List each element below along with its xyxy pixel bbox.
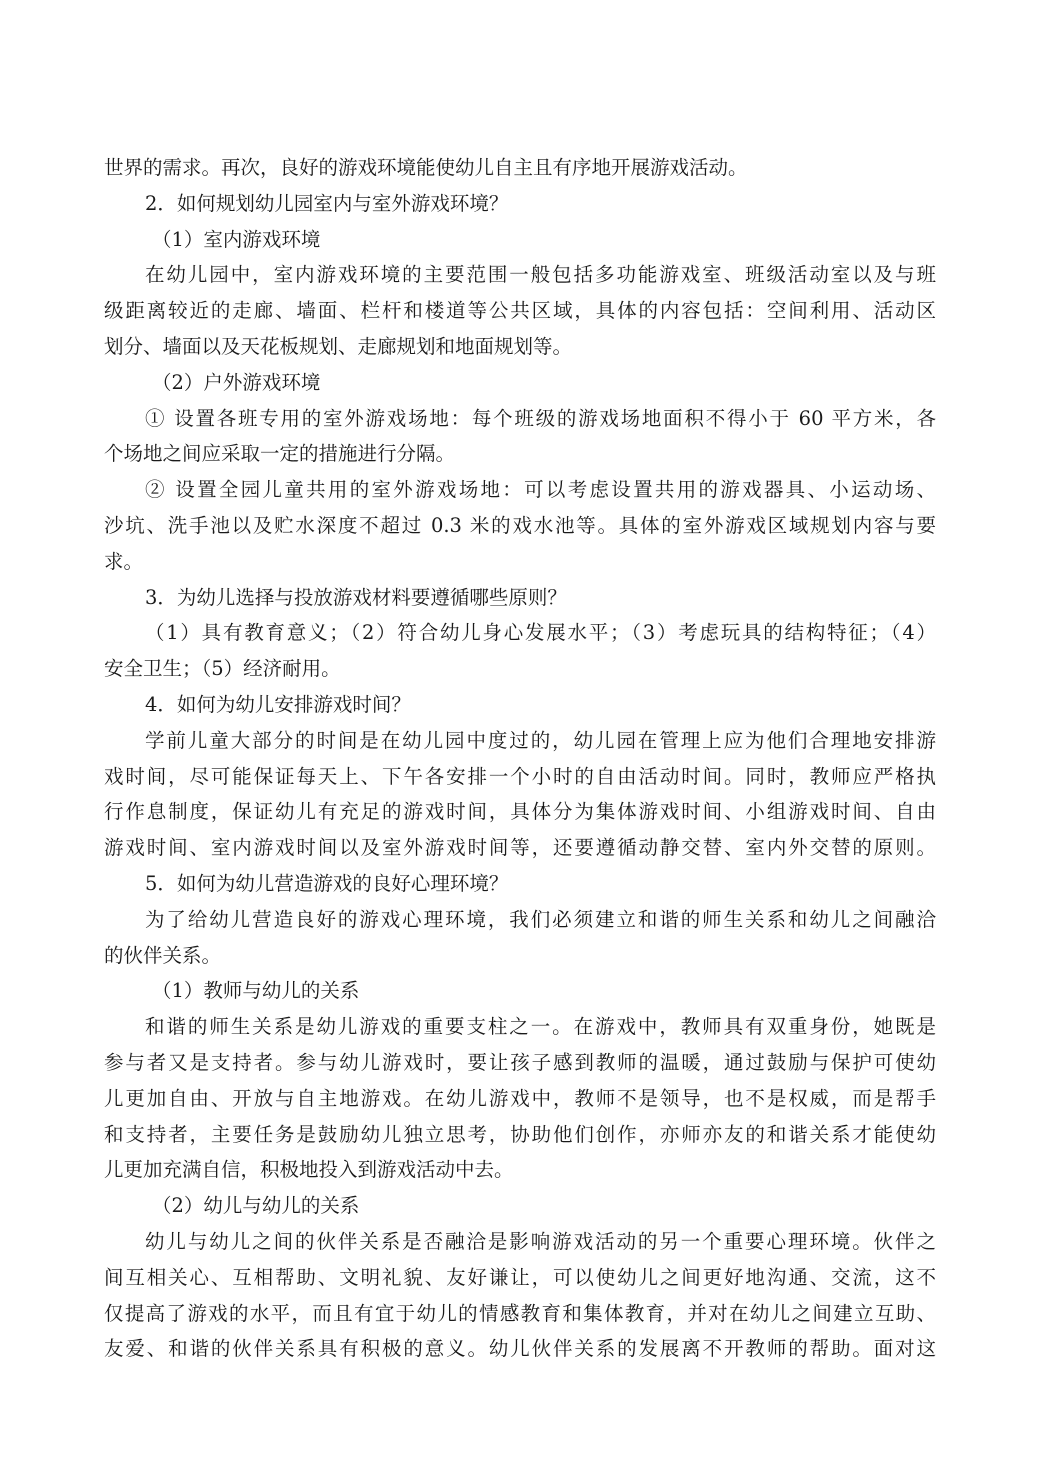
text-line: 儿更加自由、开放与自主地游戏。在幼儿游戏中，教师不是领导，也不是权威，而是帮手 [104,1086,936,1110]
text-line: 级距离较近的走廊、墙面、栏杆和楼道等公共区域，具体的内容包括：空间利用、活动区 [104,299,936,323]
text-line: 安全卫生；（5）经济耐用。 [104,657,341,681]
text-line: 划分、墙面以及天花板规划、走廊规划和地面规划等。 [104,334,573,358]
text-line: （2）幼儿与幼儿的关系 [152,1194,360,1218]
text-line: 个场地之间应采取一定的措施进行分隔。 [104,442,456,466]
text-line: 3．为幼儿选择与投放游戏材料要遵循哪些原则？ [145,585,567,609]
text-line: 间互相关心、互相帮助、文明礼貌、友好谦让，可以使幼儿之间更好地沟通、交流，这不 [104,1265,936,1289]
text-line: 和谐的师生关系是幼儿游戏的重要支柱之一。在游戏中，教师具有双重身份，她既是 [145,1015,936,1039]
text-line: 为了给幼儿营造良好的游戏心理环境，我们必须建立和谐的师生关系和幼儿之间融洽 [145,907,936,931]
text-line: （2）户外游戏环境 [152,370,321,394]
text-line: 2．如何规划幼儿园室内与室外游戏环境？ [145,191,509,215]
text-line: （1）教师与幼儿的关系 [152,979,360,1003]
text-line: 的伙伴关系。 [104,943,222,967]
text-line: 沙坑、洗手池以及贮水深度不超过 0.3 米的戏水池等。具体的室外游戏区域规划内容与要 [104,513,936,537]
text-line: 求。 [104,549,144,573]
text-line: 戏时间，尽可能保证每天上、下午各安排一个小时的自由活动时间。同时，教师应严格执 [104,764,936,788]
text-line: 学前儿童大部分的时间是在幼儿园中度过的，幼儿园在管理上应为他们合理地安排游 [145,728,936,752]
text-line: 参与者又是支持者。参与幼儿游戏时，要让孩子感到教师的温暖，通过鼓励与保护可使幼 [104,1050,936,1074]
text-line: 4．如何为幼儿安排游戏时间？ [145,692,411,716]
text-line: 儿更加充满自信，积极地投入到游戏活动中去。 [104,1158,514,1182]
text-line: （1）具有教育意义；（2）符合幼儿身心发展水平；（3）考虑玩具的结构特征；（4） [145,621,936,645]
text-line: 5．如何为幼儿营造游戏的良好心理环境？ [145,871,509,895]
text-line: 世界的需求。再次，良好的游戏环境能使幼儿自主且有序地开展游戏活动。 [104,156,748,179]
text-line: 友爱、和谐的伙伴关系具有积极的意义。幼儿伙伴关系的发展离不开教师的帮助。面对这 [104,1337,936,1361]
text-line: 和支持者，主要任务是鼓励幼儿独立思考，协助他们创作，亦师亦友的和谐关系才能使幼 [104,1122,936,1146]
text-line: ② 设置全园儿童共用的室外游戏场地：可以考虑设置共用的游戏器具、小运动场、 [145,478,936,502]
text-line: 在幼儿园中，室内游戏环境的主要范围一般包括多功能游戏室、班级活动室以及与班 [145,263,936,287]
text-line: （1）室内游戏环境 [152,227,321,251]
text-line: 仅提高了游戏的水平，而且有宜于幼儿的情感教育和集体教育，并对在幼儿之间建立互助、 [104,1301,936,1325]
text-line: 幼儿与幼儿之间的伙伴关系是否融洽是影响游戏活动的另一个重要心理环境。伙伴之 [145,1229,936,1253]
text-line: 游戏时间、室内游戏时间以及室外游戏时间等，还要遵循动静交替、室内外交替的原则。 [104,836,936,860]
text-line: 行作息制度，保证幼儿有充足的游戏时间，具体分为集体游戏时间、小组游戏时间、自由 [104,800,936,824]
document-page [104,150,936,1367]
text-line: ① 设置各班专用的室外游戏场地：每个班级的游戏场地面积不得小于 60 平方米，各 [145,406,936,430]
